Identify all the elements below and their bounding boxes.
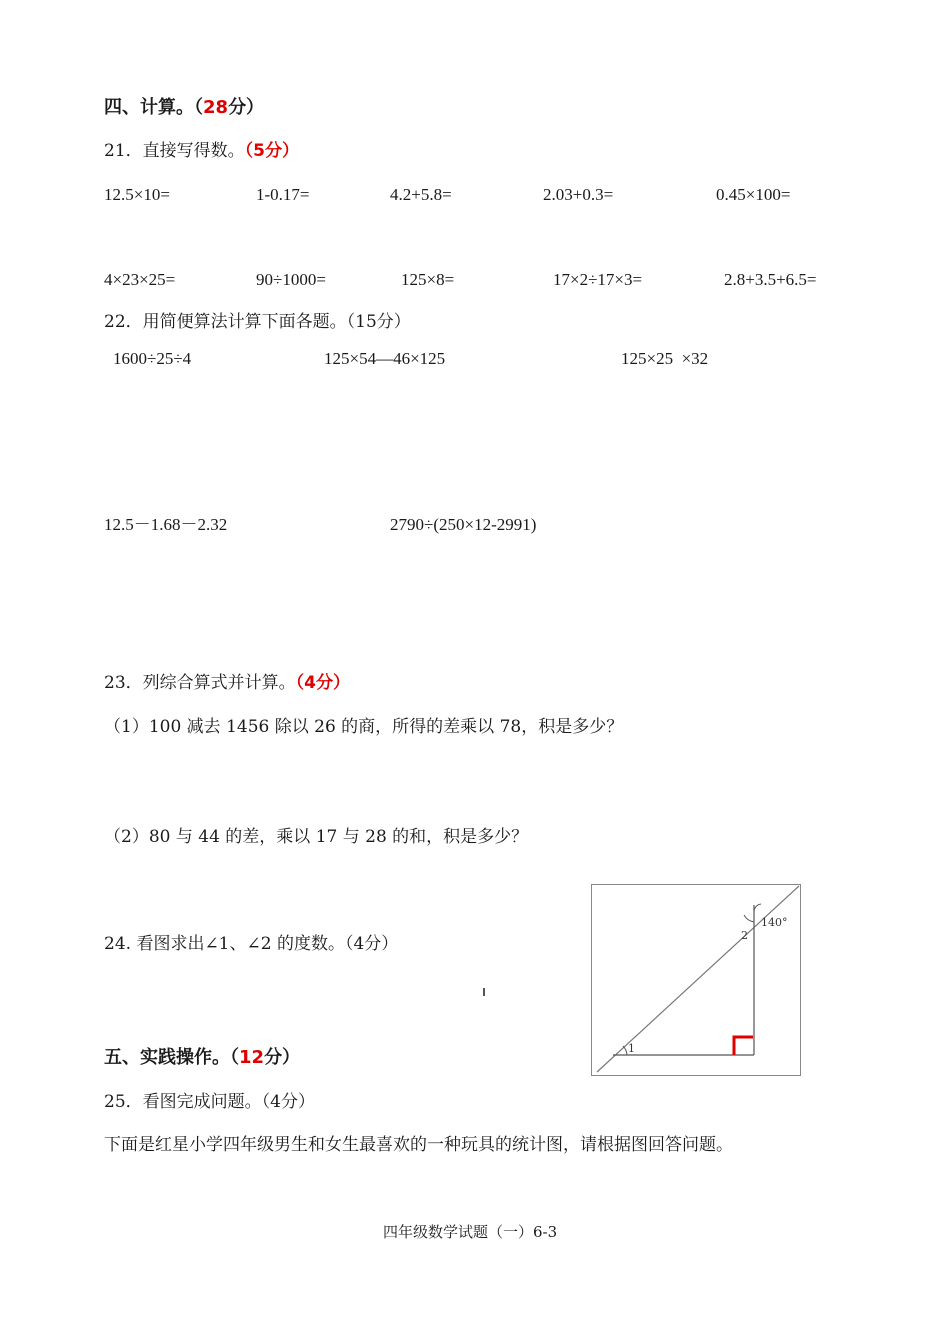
q21-item: 0.45×100=: [716, 185, 791, 204]
q23-title: 23．列综合算式并计算。: [104, 673, 296, 693]
q25-title: 25．看图完成问题。（4分）: [104, 1092, 315, 1112]
section-4-title: 四、计算。（: [104, 97, 203, 118]
q21-heading: [104, 140, 299, 162]
q21-score: （5分）: [244, 141, 299, 161]
q23-part-2: （2）80 与 44 的差，乘以 17 与 28 的和，积是多少？: [104, 827, 529, 847]
angle-figure-svg: [591, 884, 801, 1076]
section-5-score-suffix: 分）: [264, 1047, 301, 1068]
q21-item: 2.8+3.5+6.5=: [724, 270, 817, 289]
q22-item: 2790÷(250×12-2991): [390, 515, 537, 534]
section-4-score-suffix: 分）: [228, 97, 265, 118]
q21-item: 125×8=: [401, 270, 455, 289]
section-5-heading: [104, 1047, 300, 1069]
angle-figure: [591, 884, 801, 1076]
q21-item: 17×2÷17×3=: [553, 270, 643, 289]
q21-item: 4×23×25=: [104, 270, 176, 289]
q21-title: 21．直接写得数。: [104, 141, 245, 161]
q23-part-1: （1）100 减去 1456 除以 26 的商，所得的差乘以 78，积是多少？: [104, 717, 624, 737]
angle-2-label: 2: [741, 929, 748, 942]
q25-text: 下面是红星小学四年级男生和女生最喜欢的一种玩具的统计图，请根据图回答问题。: [104, 1135, 733, 1155]
given-angle-label: 140°: [761, 916, 788, 929]
q21-item: 90÷1000=: [256, 270, 326, 289]
q24-title: 24. 看图求出∠1、∠2 的度数。（4分）: [104, 934, 399, 954]
section-4-heading: [104, 97, 264, 119]
q22-title: 22．用简便算法计算下面各题。（15分）: [104, 312, 411, 332]
q21-item: 1-0.17=: [256, 185, 310, 204]
q21-item: 2.03+0.3=: [543, 185, 614, 204]
q22-item: 12.5－1.68－2.32: [104, 515, 228, 534]
q22-item: 1600÷25÷4: [113, 349, 192, 368]
section-5-title: 五、实践操作。（: [104, 1047, 239, 1068]
q23-score: （4分）: [295, 673, 350, 693]
section-4-score: 28: [203, 97, 229, 118]
stray-mark: [483, 988, 485, 996]
q22-item: 125×54—46×125: [324, 349, 446, 368]
angle-1-label: 1: [628, 1042, 635, 1055]
q22-item: 125×25 ×32: [621, 349, 709, 368]
page-footer: 四年级数学试题（一）6-3: [383, 1223, 558, 1241]
q21-item: 4.2+5.8=: [390, 185, 452, 204]
q23-heading: [104, 672, 350, 694]
q21-item: 12.5×10=: [104, 185, 170, 204]
section-5-score: 12: [239, 1047, 265, 1068]
